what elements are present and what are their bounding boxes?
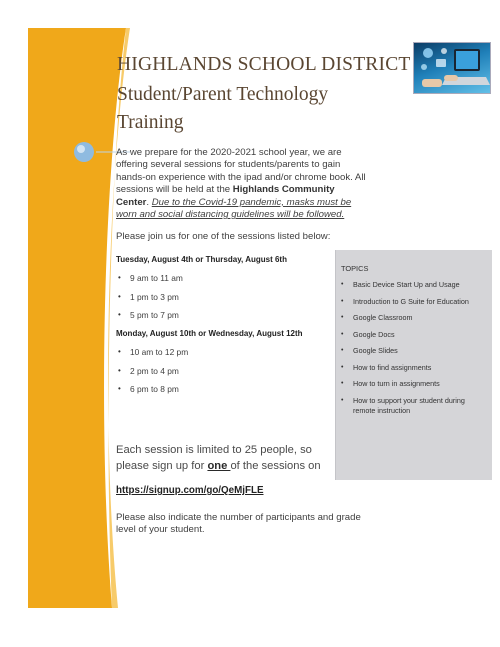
list-item: • 6 pm to 8 pm: [116, 383, 188, 402]
list-item: • How to support your student during remote instruction: [339, 396, 489, 417]
training-title-line2: Training: [117, 112, 184, 133]
list-item: • Basic Device Start Up and Usage: [339, 280, 489, 291]
list-item: • How to turn in assignments: [339, 379, 489, 390]
covid-note: Due to the Covid-19 pandemic, masks must be worn and social distancing guidelines will be followed.: [116, 196, 352, 221]
topics-title: TOPICS: [341, 264, 369, 273]
signup-link[interactable]: https://signup.com/go/QeMjFLE: [116, 485, 264, 496]
list-item: • 10 am to 12 pm: [116, 346, 188, 365]
topics-list: [339, 280, 489, 423]
list-item: • Introduction to G Suite for Education: [339, 297, 489, 308]
list-item: • 2 pm to 4 pm: [116, 365, 188, 384]
join-sessions-text: Please join us for one of the sessions listed below:: [116, 231, 331, 242]
list-item: • Google Docs: [339, 330, 489, 341]
session-days-2: Monday, August 10th or Wednesday, August 12th: [116, 329, 303, 338]
training-title-line1: Student/Parent Technology: [117, 84, 329, 105]
list-item: • 1 pm to 3 pm: [116, 291, 183, 310]
list-item: • Google Classroom: [339, 313, 489, 324]
session-times-list-1: [116, 272, 183, 328]
list-item: • Google Slides: [339, 346, 489, 357]
closing-text: Please also indicate the number of participants and grade level of your student.: [116, 512, 361, 536]
location-name: Highlands Community Center: [116, 184, 335, 208]
intro-paragraph: As we prepare for the 2020-2021 school year, we are offering several sessions for students/parents to gain hands-on experience with the ipad and/or chrome book. All sessions will be held at the Highlands Community Center. Due to the Covid-19 pandemic, masks must be worn and social distancing guidelines will be followed.: [116, 147, 366, 221]
laptop-icon: [414, 43, 490, 93]
laptop-technology-photo: [413, 42, 491, 94]
one-emphasis: one: [207, 459, 231, 472]
list-item: • How to find assignments: [339, 363, 489, 374]
district-title: HIGHLANDS SCHOOL DISTRICT: [117, 54, 411, 75]
session-times-list-2: [116, 346, 188, 402]
session-days-1: Tuesday, August 4th or Thursday, August 6th: [116, 255, 287, 264]
decorative-sphere-icon: [74, 142, 94, 162]
list-item: • 5 pm to 7 pm: [116, 309, 183, 328]
list-item: • 9 am to 11 am: [116, 272, 183, 291]
session-limit-text: Each session is limited to 25 people, so please sign up for one of the sessions on: [116, 444, 321, 472]
topics-panel: [335, 250, 492, 480]
